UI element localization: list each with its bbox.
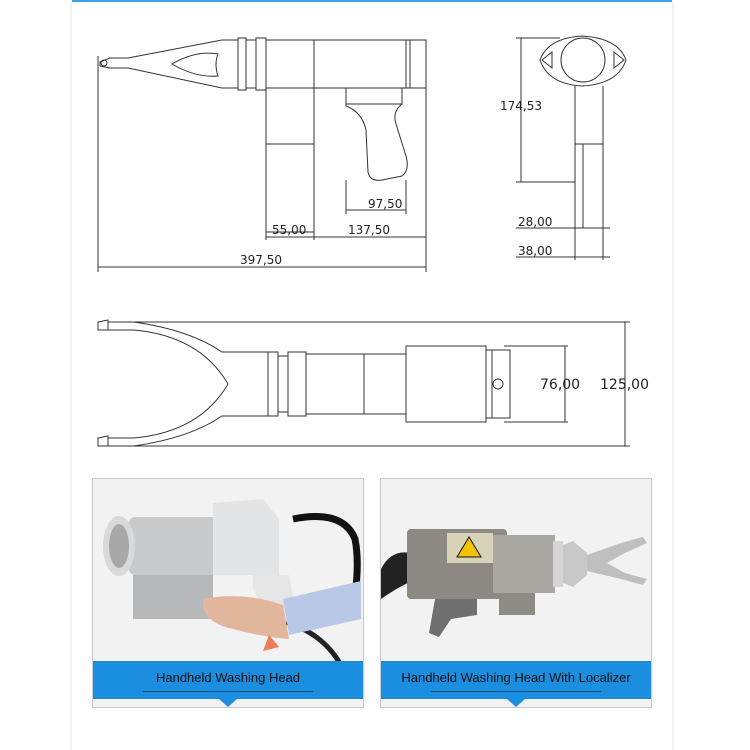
- photo-washing-head-localizer: [380, 478, 652, 708]
- dim-barrel-section: 55,00: [272, 223, 307, 237]
- photo-caption: Handheld Washing Head: [155, 670, 301, 685]
- dim-grip-to-front: 137,50: [348, 223, 390, 237]
- dim-total-length: 397,50: [240, 253, 282, 267]
- photo-handheld-washing-head: [92, 478, 364, 708]
- dim-front-diameter: 76,00: [540, 377, 581, 393]
- caption-banner: [93, 661, 363, 699]
- caption-pointer: [219, 699, 237, 707]
- caption-underline: [143, 691, 313, 692]
- photo-caption: Handheld Washing Head With Localizer: [401, 670, 631, 685]
- caption-pointer: [507, 699, 525, 707]
- caption-underline: [431, 691, 601, 692]
- dim-handle-span: 97,50: [368, 197, 403, 211]
- dim-handle-depth: 28,00: [518, 215, 553, 229]
- dim-handle-width: 38,00: [518, 244, 553, 258]
- dim-fork-width: 125,00: [600, 377, 649, 393]
- dim-height: 174,53: [500, 99, 542, 113]
- caption-banner: [381, 661, 651, 699]
